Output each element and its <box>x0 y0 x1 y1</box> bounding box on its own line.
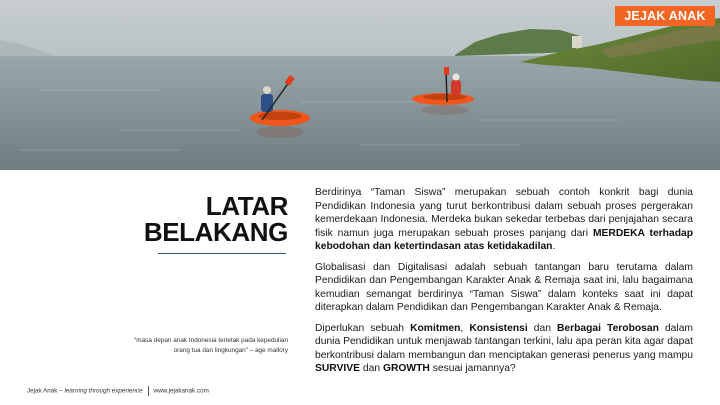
paragraph-1-emphasis: MERDEKA terhadap kebodohan dan ketertindasan atas ketidakadilan <box>315 227 694 252</box>
body-text <box>315 186 693 383</box>
paragraph-3-text-4: dalam dunia Pendidikan untuk menjawab tantangan terkini, lalu apa peran kita agar dapat berkontribusi dalam membangun dan menciptakan generasi penerus yang mampu <box>315 322 693 361</box>
quote-line-2: orang tua dan lingkungan” – age mallory <box>173 346 288 354</box>
header-photo <box>0 0 720 170</box>
logo-text: JEJAK ANAK <box>624 9 706 23</box>
title-underline <box>158 253 286 254</box>
footer-tagline: learning through experience <box>64 387 143 395</box>
footer-url[interactable]: www.jejakanak.com <box>153 387 209 395</box>
footer-brand: Jejak Anak – <box>27 387 65 395</box>
paragraph-1-end: . <box>552 241 556 252</box>
keyword-konsistensi: Konsistensi <box>469 322 528 334</box>
jejak-anak-logo <box>615 6 715 26</box>
footer <box>27 386 209 398</box>
quote-line-1: “masa depan anak Indonesia terletak pada kepedulian <box>134 337 288 344</box>
keyword-growth: GROWTH <box>382 363 430 374</box>
paragraph-2: Globalisasi dan Digitalisasi adalah sebuah tantangan baru terutama dalam Pendidikan dan Pengembangan Karakter Anak & Remaja saat ini, lalu bagaimana kemudian semangat berdirinya “Taman Siswa” dalam konteks saat ini dapat diterapkan dalam Pendidikan dan Pengembangan Karakter Anak & Remaja. <box>315 261 693 313</box>
keyword-survive: SURVIVE <box>315 363 361 374</box>
quote <box>60 336 288 355</box>
paragraph-3-text-6: sesuai jamannya? <box>429 363 516 374</box>
shore-building <box>572 36 582 48</box>
lake-kayak-photo <box>0 0 720 170</box>
title-line-1: LATAR <box>205 191 288 221</box>
lake-water <box>0 56 720 170</box>
paragraph-3-text-5: dan <box>360 363 383 374</box>
paragraph-3-text-1: Diperlukan sebuah <box>315 322 411 334</box>
paragraph-3-text-3: dan <box>527 322 557 334</box>
paragraph-1-text: Berdirinya “Taman Siswa” merupakan sebuah contoh konkrit bagi dunia Pendidikan Indonesia yang turut berkontribusi dalam sebuah proses pergerakan kemerdekaan Indonesia. Merdeka bukan sekedar terbebas dari penjajahan secara fisik namun juga merupakan sebuah proses panjang dari <box>315 187 693 239</box>
keyword-komitmen: Komitmen <box>410 322 461 334</box>
keyword-terobosan: Berbagai Terobosan <box>556 322 659 334</box>
footer-divider <box>148 386 149 396</box>
paragraph-3 <box>315 322 693 376</box>
section-title <box>120 193 288 245</box>
paragraph-1 <box>315 186 693 254</box>
title-line-2: BELAKANG <box>143 217 288 247</box>
paragraph-3-text-2: , <box>460 322 470 334</box>
